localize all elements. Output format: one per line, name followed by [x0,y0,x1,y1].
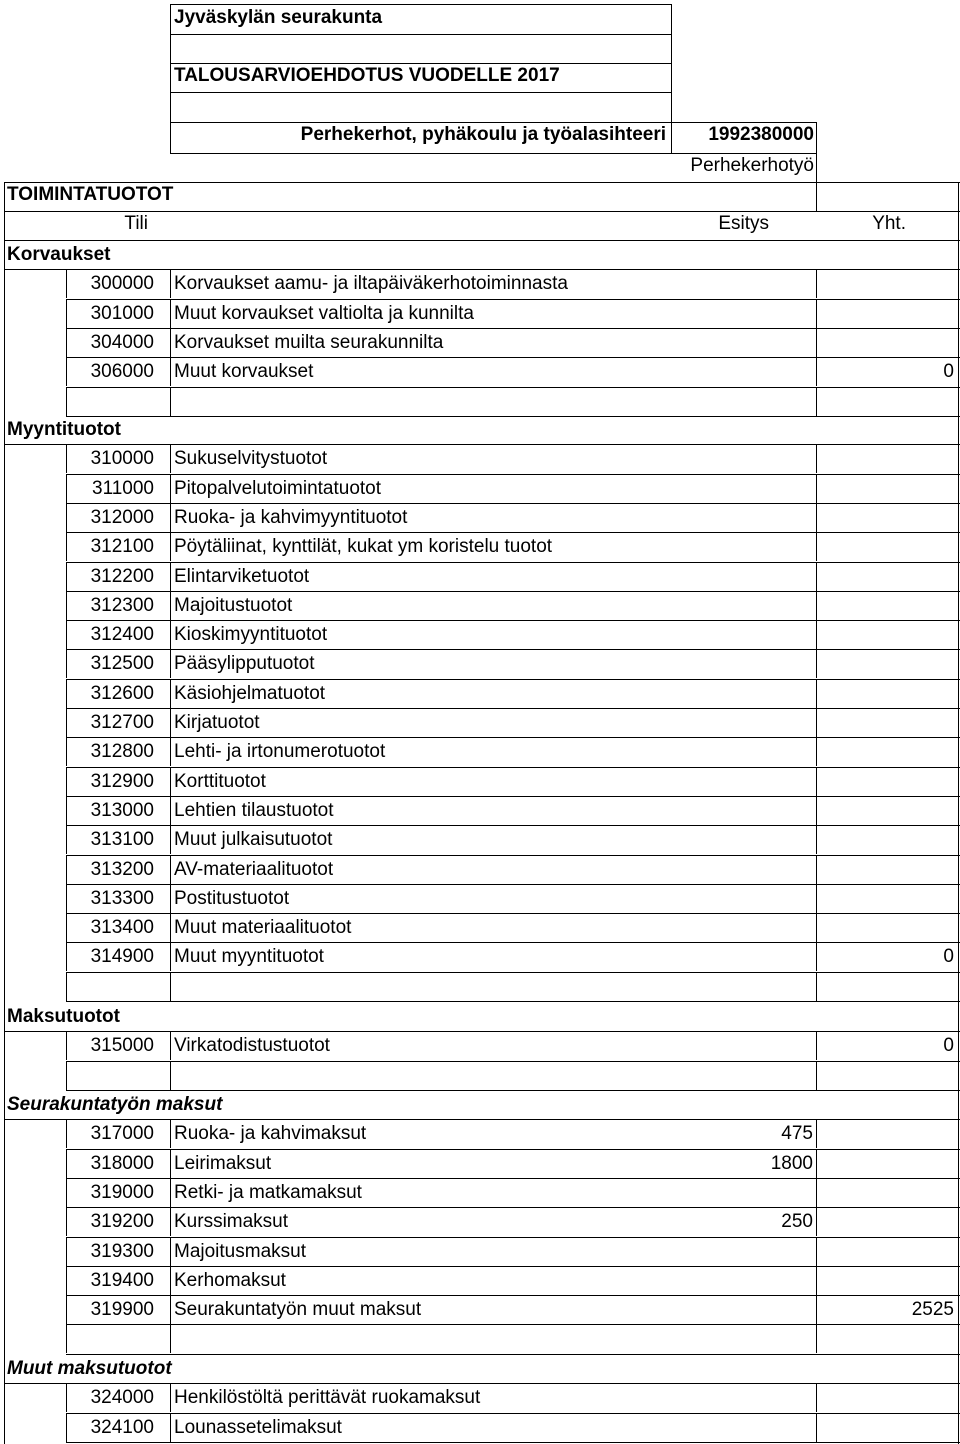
account-label: Sukuselvitystuotot [174,448,328,470]
account-label: Majoitusmaksut [174,1240,306,1262]
account-label: Kioskimyyntituotot [174,624,328,646]
section-title: TOIMINTATUOTOT [7,184,174,205]
column-header-account: Tili [124,213,148,234]
account-number: 312100 [90,536,154,558]
account-label: Lehti- ja irtonumerotuotot [174,741,386,763]
account-number: 319400 [90,1269,154,1291]
proposal-value: 1800 [770,1152,813,1174]
account-number: 319200 [90,1211,154,1233]
account-label: Korvaukset aamu- ja iltapäiväkerhotoiminnasta [174,273,568,295]
total-value: 0 [943,1035,954,1057]
account-number: 324100 [90,1416,154,1438]
account-label: Muut korvaukset [174,361,314,383]
account-number: 319900 [90,1299,154,1321]
account-number: 313100 [90,829,154,851]
column-header-total: Yht. [872,213,906,234]
account-number: 315000 [90,1035,154,1057]
account-number: 301000 [90,302,154,324]
total-value: 0 [943,361,954,383]
account-number: 310000 [90,448,154,470]
account-number: 312700 [90,712,154,733]
account-number: 304000 [90,331,154,353]
column-header-proposal: Esitys [718,213,769,234]
group-title: Maksutuotot [7,1006,120,1027]
group-title: Muut maksutuotot [7,1358,172,1379]
account-label: Pääsylipputuotot [174,653,315,675]
account-label: Kerhomaksut [174,1269,286,1291]
account-number: 312400 [90,624,154,646]
proposal-value: 475 [781,1123,813,1145]
account-label: Postitustuotot [174,887,290,909]
group-title: Seurakuntatyön maksut [7,1094,223,1115]
account-label: Korvaukset muilta seurakunnilta [174,331,444,353]
account-number: 313300 [90,887,154,909]
account-number: 312200 [90,565,154,587]
total-value: 0 [943,946,954,968]
account-label: Muut julkaisutuotot [174,829,333,851]
account-label: Kurssimaksut [174,1211,289,1233]
account-number: 313200 [90,858,154,880]
account-label: Seurakuntatyön muut maksut [174,1299,422,1321]
account-label: Muut korvaukset valtiolta ja kunnilta [174,302,474,324]
account-number: 306000 [90,361,154,383]
account-label: Pitopalvelutoimintatuotot [174,477,382,499]
subunit-name: Perhekerhotyö [690,155,814,176]
account-label: Leirimaksut [174,1152,272,1174]
account-number: 312600 [90,682,154,704]
account-label: AV-materiaalituotot [174,858,334,880]
account-label: Korttituotot [174,770,266,792]
total-value: 2525 [911,1299,954,1321]
document-title: TALOUSARVIOEHDOTUS VUODELLE 2017 [174,65,560,86]
account-number: 311000 [92,477,154,499]
account-number: 312300 [90,594,154,616]
account-number: 314900 [90,946,154,968]
account-label: Muut myyntituotot [174,946,324,968]
account-number: 324000 [90,1387,154,1409]
account-number: 300000 [90,273,154,295]
account-number: 312500 [90,653,154,675]
account-number: 317000 [90,1123,154,1145]
account-number: 313000 [90,799,154,821]
account-label: Virkatodistustuotot [174,1035,330,1057]
unit-name: Perhekerhot, pyhäkoulu ja työalasihteeri [300,124,666,145]
proposal-value: 250 [781,1211,813,1233]
group-title: Korvaukset [7,244,111,265]
account-number: 313400 [90,917,154,939]
account-label: Henkilöstöltä perittävät ruokamaksut [174,1387,481,1409]
account-label: Elintarviketuotot [174,565,310,587]
account-number: 312000 [90,506,154,528]
account-number: 318000 [90,1152,154,1174]
account-number: 312800 [90,741,154,763]
account-label: Käsiohjelmatuotot [174,682,326,704]
account-label: Pöytäliinat, kynttilät, kukat ym koristelu tuotot [174,536,553,558]
account-label: Ruoka- ja kahvimaksut [174,1123,367,1145]
account-number: 312900 [90,770,154,792]
account-number: 319300 [90,1240,154,1262]
account-label: Muut materiaalituotot [174,917,352,939]
account-label: Ruoka- ja kahvimyyntituotot [174,506,408,528]
account-label: Majoitustuotot [174,594,293,616]
account-number: 319000 [90,1181,154,1203]
org-name: Jyväskylän seurakunta [174,7,383,28]
account-label: Lehtien tilaustuotot [174,799,334,821]
account-label: Retki- ja matkamaksut [174,1181,362,1203]
account-label: Lounassetelimaksut [174,1416,342,1438]
group-title: Myyntituotot [7,419,121,440]
account-label: Kirjatuotot [174,712,260,733]
unit-code: 1992380000 [708,124,814,145]
